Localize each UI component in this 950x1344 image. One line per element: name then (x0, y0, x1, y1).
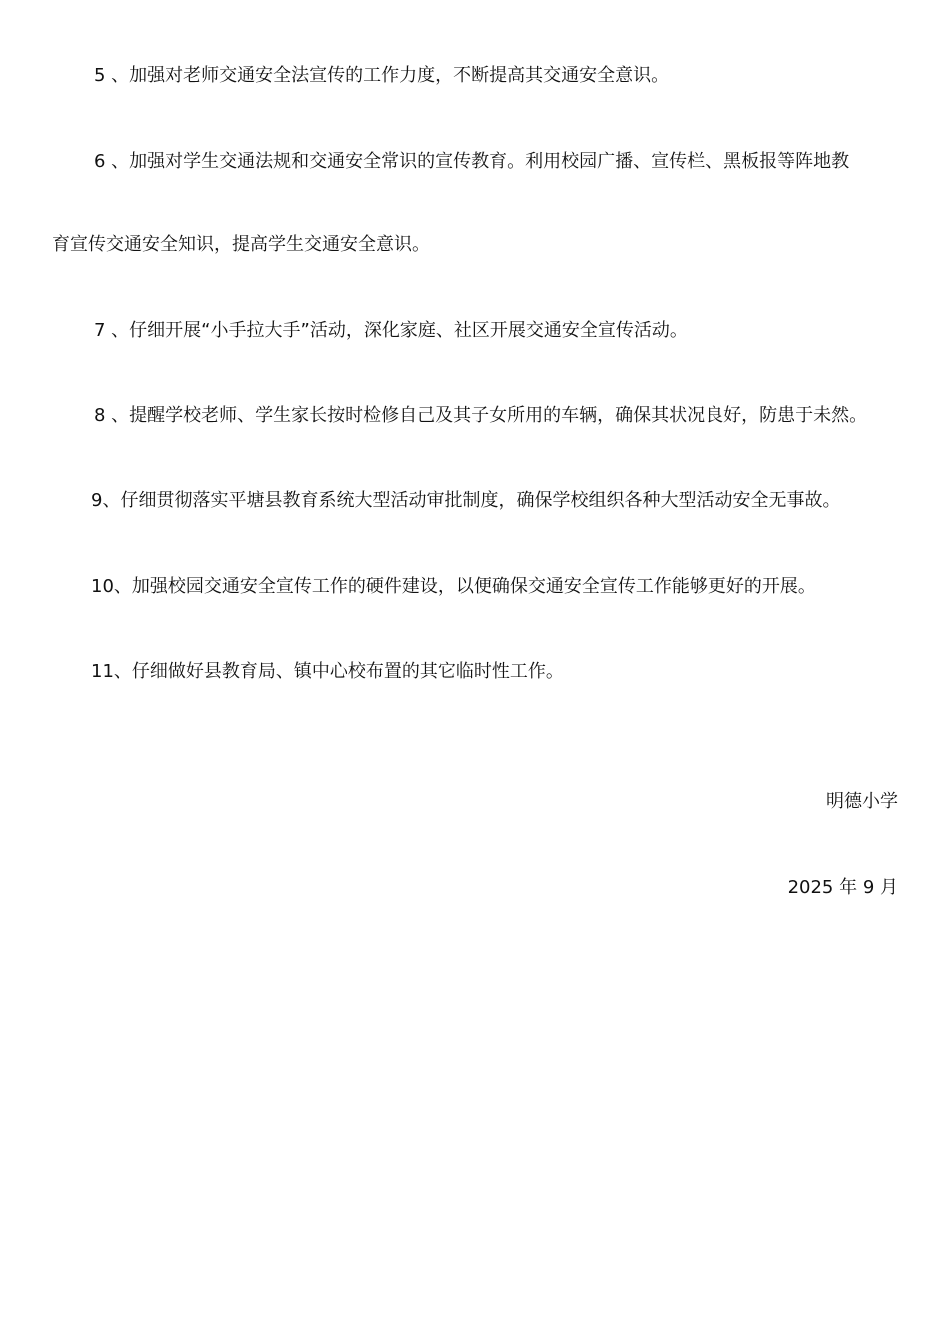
item-8-text: 8 、提醒学校老师、学生家长按时检修自己及其子女所用的车辆，确保其状况良好，防患于未然。 (94, 405, 868, 426)
signature-date: 2025 年 9 月 (787, 877, 898, 898)
item-9-text: 9、仔细贯彻落实平塘县教育系统大型活动审批制度，确保学校组织各种大型活动安全无事故。 (91, 490, 841, 511)
item-5-text: 5 、加强对老师交通安全法宣传的工作力度，不断提高其交通安全意识。 (94, 65, 670, 86)
item-7-text: 7 、仔细开展“小手拉大手”活动，深化家庭、社区开展交通安全宣传活动。 (94, 320, 688, 341)
item-11-text: 11、仔细做好县教育局、镇中心校布置的其它临时性工作。 (91, 661, 564, 682)
item-10-text: 10、加强校园交通安全宣传工作的硬件建设，以便确保交通安全宣传工作能够更好的开展。 (91, 576, 816, 597)
item-6-text-line-2: 育宣传交通安全知识，提高学生交通安全意识。 (52, 234, 430, 255)
item-6-text-line-1: 6 、加强对学生交通法规和交通安全常识的宣传教育。利用校园广播、宣传栏、黑板报等阵地教 (94, 151, 850, 172)
signature-organization: 明德小学 (826, 791, 898, 812)
